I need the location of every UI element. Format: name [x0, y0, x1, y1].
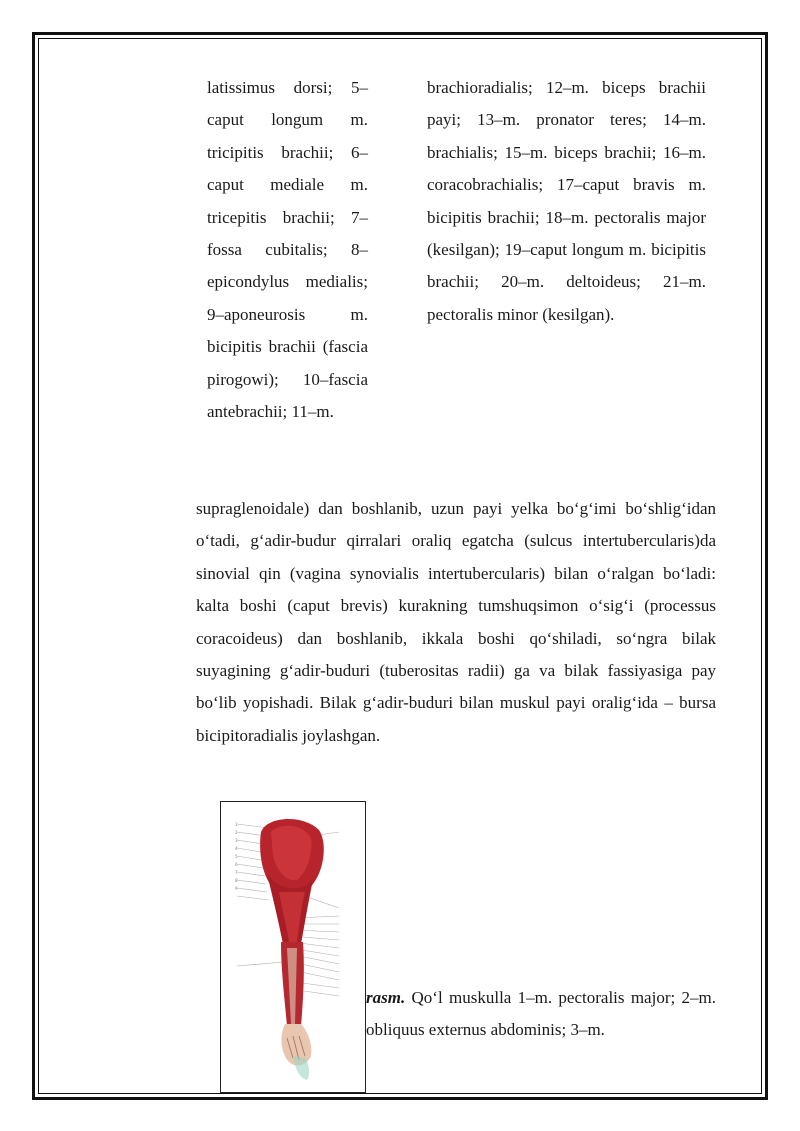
legend-column-right: brachioradialis; 12–m. biceps brachii payi; 13–m. pronator teres; 14–m. brachialis; 15–m. biceps brachii; 16–m. coracobrachialis; 17–caput bravis m. bicipitis brachii; 18–m. pectoralis major (kesilgan); 19–caput longum m. bicipitis brachii; 20–m. deltoideus; 21–m. pectoralis minor (kesilgan). — [427, 78, 706, 324]
svg-text:5: 5 — [235, 854, 238, 859]
caption-label: rasm. — [366, 988, 406, 1007]
arm-muscle-illustration — [221, 802, 366, 1093]
svg-text:8: 8 — [235, 878, 238, 883]
body-paragraph: supraglenoidale) dan boshlanib, uzun payi yelka bo‘g‘imi bo‘shlig‘idan o‘tadi, g‘adir-budur qirralari oraliq egatcha (sulcus intertubercularis)da sinovial qin (vagina synovialis intertubercularis) bilan o‘ralgan bo‘ladi: kalta boshi (caput brevis) kurakning tumshuqsimon o‘sig‘i (processus coracoideus) dan boshlanib, ikkala boshi qo‘shiladi, so‘ngra bilak suyagining g‘adir-buduri (tuberositas radii) ga va bilak fassiyasiga pay bo‘lib yopishadi. Bilak g‘adir-buduri bilan muskul payi oralig‘ida – bursa bicipitoradialis joylashgan. — [196, 499, 716, 745]
svg-text:3: 3 — [235, 838, 238, 843]
svg-text:1: 1 — [235, 822, 238, 827]
caption-text: Qo‘l muskulla 1–m. pectoralis major; 2–m. obliquus externus abdominis; 3–m. — [366, 988, 716, 1040]
svg-text:9: 9 — [235, 886, 238, 891]
svg-text:7: 7 — [235, 870, 238, 875]
figure-caption — [366, 982, 716, 1047]
arm-muscle-figure — [220, 801, 366, 1093]
svg-text:4: 4 — [235, 846, 238, 851]
svg-text:6: 6 — [235, 862, 238, 867]
legend-column-left: latissimus dorsi; 5–caput longum m. tricipitis brachii; 6–caput mediale m. tricepitis brachii; 7–fossa cubitalis; 8–epicondylus medialis; 9–aponeurosis m. bicipitis brachii (fascia pirogowi); 10–fascia antebrachii; 11–m. — [207, 78, 368, 422]
svg-text:2: 2 — [235, 830, 238, 835]
